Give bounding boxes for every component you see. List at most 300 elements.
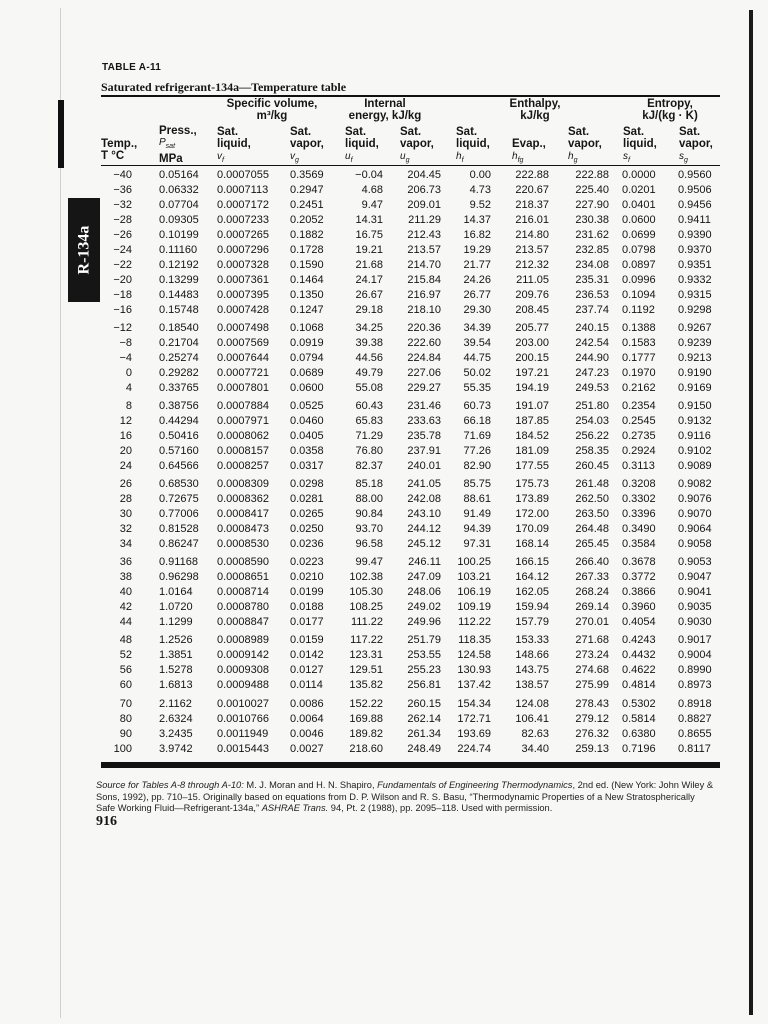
- source-journal: ASHRAE Trans.: [261, 803, 329, 813]
- cell-hfg: 213.57: [515, 244, 549, 256]
- cell-temp: 38: [119, 570, 132, 583]
- cell-uf: 4.68: [361, 183, 383, 196]
- cell-hfg: 212.32: [515, 258, 549, 271]
- cell-hg: 267.33: [575, 570, 609, 583]
- cell-vf: 0.0007296: [217, 244, 269, 256]
- page-number: 916: [96, 814, 117, 829]
- cell-uf: 60.43: [355, 400, 383, 412]
- cell-hfg: 34.40: [521, 742, 549, 755]
- hf-sym: h: [456, 151, 462, 162]
- group-internal-energy-label: Internal: [364, 98, 406, 110]
- cell-ug: 249.96: [407, 615, 441, 628]
- cell-sf: 0.1192: [622, 303, 655, 316]
- cell-vg: 0.2947: [290, 183, 324, 196]
- cell-vg: 0.0600: [290, 381, 324, 394]
- row-group: [101, 555, 720, 629]
- cell-hfg: 157.79: [515, 615, 549, 628]
- cell-sg: 0.9047: [678, 570, 712, 583]
- cell-hg: 278.43: [575, 698, 609, 710]
- cell-temp: −20: [113, 273, 132, 286]
- cell-vg: 0.0210: [290, 570, 324, 583]
- table-row: [101, 336, 720, 351]
- col-header-hf-line2: liquid,: [456, 138, 490, 150]
- cell-hf: 55.35: [463, 381, 491, 394]
- cell-uf: 49.79: [355, 366, 383, 379]
- cell-vf: 0.0007428: [217, 303, 269, 316]
- cell-ug: 215.84: [407, 273, 441, 286]
- cell-ug: 248.49: [407, 742, 441, 755]
- cell-sg: 0.9370: [678, 244, 712, 256]
- cell-temp: 90: [119, 727, 132, 740]
- cell-uf: 55.08: [355, 381, 383, 394]
- cell-hf: 77.26: [463, 444, 491, 457]
- cell-sg: 0.9116: [678, 429, 711, 442]
- cell-vg: 0.1464: [290, 273, 324, 286]
- cell-hg: 251.80: [575, 400, 609, 412]
- cell-sf: 0.0798: [622, 244, 656, 256]
- cell-hf: 124.58: [457, 648, 491, 661]
- cell-ug: 260.15: [407, 698, 441, 710]
- cell-vg: 0.0298: [290, 478, 324, 490]
- cell-pressure: 0.15748: [159, 303, 199, 316]
- table-row: [101, 615, 720, 630]
- table-row: [101, 663, 720, 678]
- cell-sg: 0.8827: [678, 712, 712, 725]
- cell-ug: 261.34: [407, 727, 441, 740]
- vf-sym: v: [217, 151, 222, 162]
- cell-vf: 0.0007569: [217, 336, 269, 349]
- col-header-press-units: MPa: [159, 153, 183, 165]
- cell-hfg: 222.88: [515, 169, 549, 181]
- cell-pressure: 0.86247: [159, 537, 199, 550]
- cell-hg: 259.13: [575, 742, 609, 755]
- cell-uf: 152.22: [349, 698, 383, 710]
- cell-ug: 253.55: [407, 648, 441, 661]
- cell-vf: 0.0010027: [217, 698, 269, 710]
- cell-ug: 262.14: [407, 712, 441, 725]
- cell-pressure: 0.64566: [159, 459, 199, 472]
- cell-sf: 0.4814: [622, 678, 656, 691]
- cell-temp: 26: [119, 478, 132, 490]
- side-tab-label: R-134a: [75, 225, 93, 275]
- cell-hg: 244.90: [575, 351, 609, 364]
- press-symbol: P: [159, 137, 166, 148]
- group-specific-volume-units: m³/kg: [256, 110, 288, 122]
- col-header-sg-line2: vapor,: [679, 138, 713, 150]
- cell-sf: 0.1777: [622, 351, 656, 364]
- cell-sf: 0.0996: [622, 273, 656, 286]
- cell-hg: 275.99: [575, 678, 609, 691]
- group-enthalpy-units: kJ/kg: [520, 110, 550, 122]
- cell-pressure: 0.10199: [159, 228, 199, 241]
- cell-sg: 0.8918: [678, 698, 712, 710]
- cell-ug: 249.02: [407, 600, 441, 613]
- cell-hg: 262.50: [575, 492, 609, 505]
- cell-hfg: 218.37: [515, 198, 549, 211]
- cell-hfg: 191.07: [515, 400, 549, 412]
- cell-hg: 269.14: [575, 600, 609, 613]
- cell-sg: 0.9089: [678, 459, 712, 472]
- cell-hg: 227.90: [575, 198, 609, 211]
- cell-hf: 21.77: [463, 258, 491, 271]
- row-group: [101, 697, 720, 757]
- cell-uf: 82.37: [355, 459, 383, 472]
- cell-vg: 0.1350: [290, 288, 324, 301]
- cell-hf: 4.73: [469, 183, 491, 196]
- cell-hfg: 220.67: [515, 183, 549, 196]
- table-row: [101, 321, 720, 336]
- cell-hg: 236.53: [575, 288, 609, 301]
- side-thumb-tab: [68, 198, 100, 302]
- cell-sf: 0.3208: [622, 478, 656, 490]
- col-header-hfg: [512, 138, 546, 150]
- cell-uf: 135.82: [349, 678, 383, 691]
- cell-pressure: 1.5278: [159, 663, 193, 676]
- cell-vf: 0.0011949: [217, 727, 269, 740]
- cell-hfg: 211.05: [516, 273, 549, 286]
- cell-uf: 16.75: [355, 228, 383, 241]
- cell-temp: 8: [125, 400, 132, 412]
- cell-ug: 256.81: [407, 678, 441, 691]
- cell-hg: 242.54: [575, 336, 609, 349]
- cell-hg: 261.48: [575, 478, 609, 490]
- cell-ug: 211.29: [408, 213, 441, 226]
- cell-hf: 106.19: [457, 585, 491, 598]
- cell-vg: 0.1590: [290, 258, 324, 271]
- cell-pressure: 0.77006: [159, 507, 199, 520]
- cell-hfg: 175.73: [515, 478, 549, 490]
- cell-temp: −26: [113, 228, 132, 241]
- cell-temp: 34: [119, 537, 132, 550]
- cell-pressure: 1.1299: [159, 615, 193, 628]
- table-label: TABLE A-11: [102, 62, 162, 73]
- cell-vf: 0.0007498: [217, 322, 269, 334]
- col-header-temp-line1: Temp.,: [101, 138, 138, 150]
- table-row: [101, 258, 720, 273]
- cell-temp: 48: [119, 634, 132, 646]
- table-row: [101, 243, 720, 258]
- cell-sg: 0.9190: [678, 366, 712, 379]
- row-group: [101, 399, 720, 473]
- cell-pressure: 3.9742: [159, 742, 193, 755]
- source-details-2: 94, Pt. 2 (1988), pp. 2095–118. Used with permission.: [328, 803, 553, 813]
- cell-sf: 0.0000: [622, 169, 656, 181]
- cell-temp: 44: [119, 615, 132, 628]
- cell-sf: 0.6380: [622, 727, 656, 740]
- cell-hfg: 106.41: [515, 712, 549, 725]
- cell-vg: 0.0142: [290, 648, 324, 661]
- cell-hg: 276.32: [575, 727, 609, 740]
- cell-hf: 85.75: [463, 478, 491, 490]
- cell-sg: 0.9058: [678, 537, 712, 550]
- cell-uf: 99.47: [355, 556, 383, 568]
- cell-hfg: 216.01: [515, 213, 549, 226]
- cell-sg: 0.9351: [678, 258, 712, 271]
- cell-sf: 0.1970: [622, 366, 656, 379]
- cell-vf: 0.0008989: [217, 634, 269, 646]
- cell-sf: 0.3960: [622, 600, 656, 613]
- cell-hf: 103.21: [457, 570, 491, 583]
- cell-sf: 0.4054: [622, 615, 656, 628]
- cell-vf: 0.0007644: [217, 351, 269, 364]
- cell-vg: 0.0919: [290, 336, 324, 349]
- table-row: [101, 303, 720, 318]
- cell-hfg: 82.63: [521, 727, 549, 740]
- cell-vg: 0.3569: [290, 169, 324, 181]
- cell-ug: 248.06: [407, 585, 441, 598]
- cell-pressure: 2.1162: [159, 698, 192, 710]
- cell-vg: 0.0525: [290, 400, 324, 412]
- cell-sg: 0.9070: [678, 507, 712, 520]
- sf-sym: s: [623, 151, 628, 162]
- cell-hg: 266.40: [575, 556, 609, 568]
- cell-sf: 0.3113: [622, 459, 655, 472]
- cell-ug: 235.78: [407, 429, 441, 442]
- table-row: [101, 537, 720, 552]
- cell-vg: 0.0689: [290, 366, 324, 379]
- cell-temp: 52: [119, 648, 132, 661]
- cell-hf: 34.39: [463, 322, 491, 334]
- cell-pressure: 0.18540: [159, 322, 199, 334]
- col-header-vg: [290, 126, 324, 150]
- cell-sf: 0.4622: [622, 663, 656, 676]
- cell-ug: 246.11: [408, 556, 441, 568]
- cell-pressure: 1.0164: [159, 585, 193, 598]
- uf-sym: u: [345, 151, 351, 162]
- source-prefix: Source for Tables A-8 through A-10:: [96, 780, 244, 790]
- hg-sym: h: [568, 151, 574, 162]
- table-row: [101, 183, 720, 198]
- cell-vf: 0.0008062: [217, 429, 269, 442]
- cell-pressure: 1.0720: [159, 600, 193, 613]
- col-header-press-line1: Press.,: [159, 125, 197, 137]
- col-header-hf-line1: Sat.: [456, 126, 478, 138]
- cell-hg: 247.23: [575, 366, 609, 379]
- cell-hfg: 168.14: [515, 537, 549, 550]
- cell-ug: 224.84: [407, 351, 441, 364]
- cell-hf: 19.29: [463, 244, 491, 256]
- group-enthalpy: [480, 98, 590, 122]
- cell-hg: 260.45: [575, 459, 609, 472]
- col-symbol-hfg: [512, 151, 523, 166]
- cell-hfg: 170.09: [515, 522, 549, 535]
- cell-vg: 0.0460: [290, 414, 324, 427]
- table-row: [101, 633, 720, 648]
- cell-ug: 237.91: [407, 444, 441, 457]
- cell-temp: −22: [113, 258, 132, 271]
- cell-pressure: 0.44294: [159, 414, 199, 427]
- cell-ug: 218.10: [407, 303, 441, 316]
- cell-uf: 189.82: [349, 727, 383, 740]
- cell-hfg: 184.52: [515, 429, 549, 442]
- cell-ug: 220.36: [407, 322, 441, 334]
- cell-pressure: 0.09305: [159, 213, 199, 226]
- cell-pressure: 0.29282: [159, 366, 199, 379]
- cell-temp: −32: [113, 198, 132, 211]
- cell-sg: 0.9035: [678, 600, 712, 613]
- cell-uf: 102.38: [349, 570, 383, 583]
- cell-uf: 19.21: [355, 244, 383, 256]
- cell-sg: 0.9315: [678, 288, 712, 301]
- cell-vf: 0.0007113: [217, 183, 269, 196]
- cell-sf: 0.7196: [622, 742, 656, 755]
- cell-ug: 233.63: [407, 414, 441, 427]
- cell-temp: 16: [119, 429, 132, 442]
- cell-uf: 93.70: [355, 522, 383, 535]
- table-row: [101, 429, 720, 444]
- hfg-sym: h: [512, 151, 518, 162]
- cell-ug: 213.57: [407, 244, 441, 256]
- cell-sg: 0.9030: [678, 615, 712, 628]
- cell-hfg: 200.15: [515, 351, 549, 364]
- header-bottom-rule: [101, 165, 720, 166]
- cell-vf: 0.0007233: [217, 213, 269, 226]
- cell-ug: 216.97: [407, 288, 441, 301]
- cell-uf: 39.38: [355, 336, 383, 349]
- cell-hg: 265.45: [575, 537, 609, 550]
- cell-sf: 0.3678: [622, 556, 656, 568]
- cell-vf: 0.0007395: [217, 288, 269, 301]
- hf-sub: f: [461, 157, 464, 164]
- cell-vg: 0.0064: [290, 712, 324, 725]
- cell-pressure: 0.96298: [159, 570, 199, 583]
- col-header-uf: [345, 126, 379, 150]
- hg-sub: g: [573, 157, 578, 164]
- cell-hf: 50.02: [463, 366, 491, 379]
- table-row: [101, 228, 720, 243]
- cell-ug: 241.05: [407, 478, 441, 490]
- col-header-hg-line2: vapor,: [568, 138, 602, 150]
- cell-sg: 0.9298: [678, 303, 712, 316]
- cell-sf: 0.2354: [622, 400, 656, 412]
- cell-temp: 24: [119, 459, 132, 472]
- cell-vf: 0.0008530: [217, 537, 269, 550]
- cell-hg: 232.85: [575, 244, 609, 256]
- col-header-hg: [568, 126, 602, 150]
- table-top-rule: [101, 95, 720, 97]
- cell-sf: 0.4432: [622, 648, 656, 661]
- cell-sf: 0.0401: [622, 198, 656, 211]
- cell-hfg: 205.77: [515, 322, 549, 334]
- cell-sf: 0.3490: [622, 522, 656, 535]
- cell-ug: 231.46: [407, 400, 441, 412]
- table-row: [101, 507, 720, 522]
- col-header-vg-line1: Sat.: [290, 126, 312, 138]
- cell-pressure: 0.06332: [159, 183, 199, 196]
- cell-temp: −24: [113, 244, 132, 256]
- table-row: [101, 585, 720, 600]
- table-row: [101, 522, 720, 537]
- vg-sym: v: [290, 151, 295, 162]
- cell-temp: 36: [119, 556, 132, 568]
- cell-uf: 96.58: [355, 537, 383, 550]
- cell-vf: 0.0007055: [217, 169, 269, 181]
- cell-hg: 256.22: [575, 429, 609, 442]
- vg-sub: g: [295, 157, 299, 164]
- cell-sg: 0.9017: [678, 634, 712, 646]
- cell-hfg: 166.15: [515, 556, 549, 568]
- cell-hg: 268.24: [575, 585, 609, 598]
- cell-sg: 0.9411: [678, 213, 711, 226]
- cell-uf: 123.31: [349, 648, 383, 661]
- cell-hg: 273.24: [575, 648, 609, 661]
- cell-uf: 44.56: [355, 351, 383, 364]
- cell-hg: 225.40: [575, 183, 609, 196]
- table-row: [101, 168, 720, 183]
- cell-temp: −36: [113, 183, 132, 196]
- sf-sub: f: [628, 157, 630, 164]
- cell-vf: 0.0007971: [217, 414, 269, 427]
- cell-hfg: 181.09: [515, 444, 549, 457]
- cell-vf: 0.0009488: [217, 678, 269, 691]
- table-row: [101, 600, 720, 615]
- group-entropy-label: Entropy,: [647, 98, 693, 110]
- col-header-sf-line1: Sat.: [623, 126, 645, 138]
- cell-hf: 97.31: [463, 537, 491, 550]
- cell-vg: 0.0046: [290, 727, 324, 740]
- cell-vf: 0.0008309: [217, 478, 269, 490]
- cell-uf: 129.51: [349, 663, 383, 676]
- cell-vf: 0.0008590: [217, 556, 269, 568]
- source-note: [96, 780, 716, 815]
- cell-hg: 279.12: [575, 712, 609, 725]
- cell-pressure: 0.91168: [159, 556, 198, 568]
- table-row: [101, 477, 720, 492]
- col-symbol-uf: [345, 151, 353, 166]
- source-details-1: , 2nd ed. (New York: John Wiley & Sons, 1992), pp. 710–15. Originally based on equations from D. P. Wilson and R. S. Basu, “Thermodynamic Properties of a New Stratospherically Safe Working Fluid—Refrigerant-134a,”: [96, 780, 714, 813]
- cell-sf: 0.1583: [622, 336, 656, 349]
- cell-hfg: 197.21: [515, 366, 549, 379]
- cell-hg: 235.31: [575, 273, 609, 286]
- cell-hf: 91.49: [463, 507, 491, 520]
- cell-vg: 0.0223: [290, 556, 324, 568]
- cell-sg: 0.9082: [678, 478, 712, 490]
- cell-hf: 24.26: [463, 273, 491, 286]
- cell-hf: 39.54: [463, 336, 491, 349]
- cell-hfg: 209.76: [515, 288, 549, 301]
- cell-uf: 14.31: [355, 213, 383, 226]
- cell-hf: 14.37: [463, 213, 491, 226]
- cell-vg: 0.1247: [290, 303, 324, 316]
- cell-vf: 0.0009308: [217, 663, 269, 676]
- table-row: [101, 727, 720, 742]
- cell-hf: 16.82: [463, 228, 491, 241]
- cell-hf: 172.71: [457, 712, 491, 725]
- cell-pressure: 1.3851: [159, 648, 193, 661]
- cell-temp: −40: [113, 169, 132, 181]
- cell-sf: 0.3396: [622, 507, 656, 520]
- cell-temp: 100: [113, 742, 132, 755]
- cell-hfg: 164.12: [515, 570, 549, 583]
- cell-pressure: 0.25274: [159, 351, 199, 364]
- cell-hf: 26.77: [463, 288, 491, 301]
- table-row: [101, 712, 720, 727]
- cell-pressure: 2.6324: [159, 712, 193, 725]
- cell-hg: 270.01: [575, 615, 609, 628]
- cell-vf: 0.0007801: [217, 381, 269, 394]
- cell-ug: 251.79: [407, 634, 441, 646]
- cell-hfg: 172.00: [515, 507, 549, 520]
- cell-uf: 169.88: [349, 712, 383, 725]
- cell-hf: 224.74: [457, 742, 491, 755]
- cell-hf: 29.30: [463, 303, 491, 316]
- table-row: [101, 288, 720, 303]
- cell-vf: 0.0008714: [217, 585, 269, 598]
- cell-sg: 0.8973: [678, 678, 712, 691]
- cell-pressure: 0.38756: [159, 400, 199, 412]
- col-header-temp: [101, 138, 137, 162]
- source-book-title: Fundamentals of Engineering Thermodynamics: [377, 780, 573, 790]
